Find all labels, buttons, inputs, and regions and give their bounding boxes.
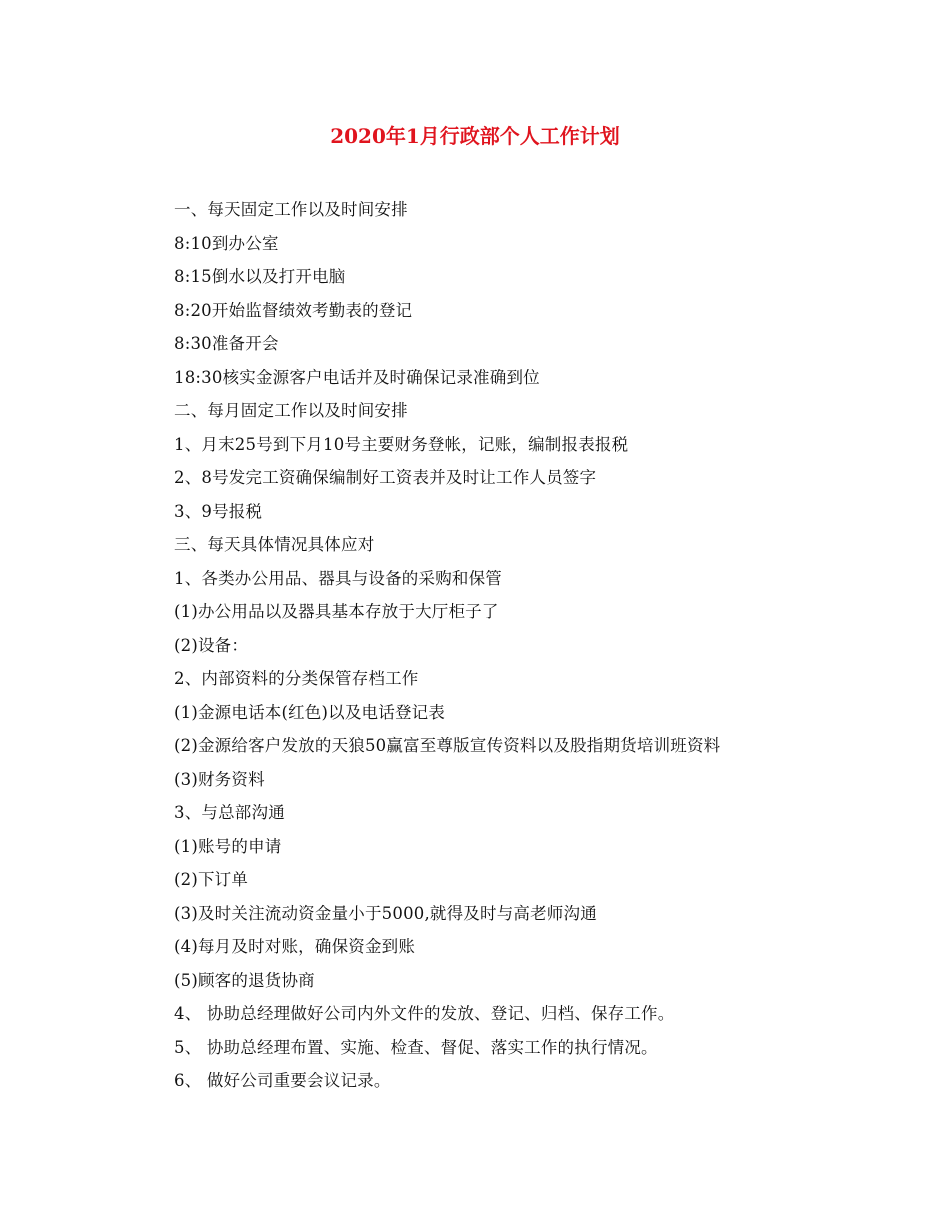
document-body [174,193,894,1098]
document-title: 2020年1月行政部个人工作计划 [330,124,620,148]
body-line: 8:15倒水以及打开电脑 [174,267,346,286]
body-line: 4、 协助总经理做好公司内外文件的发放、登记、归档、保存工作。 [174,1004,675,1023]
body-line: 2、内部资料的分类保管存档工作 [174,669,419,688]
body-line: (3)及时关注流动资金量小于5000,就得及时与高老师沟通 [174,903,597,923]
body-line: (1)金源电话本(红色)以及电话登记表 [174,702,446,722]
body-line: (2)金源给客户发放的天狼50赢富至尊版宣传资料以及股指期货培训班资料 [174,736,721,755]
body-line: 6、 做好公司重要会议记录。 [174,1071,391,1090]
body-line: 二、每月固定工作以及时间安排 [174,401,408,420]
body-line: (5)顾客的退货协商 [174,970,315,990]
body-line: (1)办公用品以及器具基本存放于大厅柜子了 [174,602,499,621]
body-line: 18:30核实金源客户电话并及时确保记录准确到位 [174,367,540,387]
body-line: (2)下订单 [174,870,249,889]
body-line: (4)每月及时对账，确保资金到账 [174,937,416,956]
body-line: 8:20开始监督绩效考勤表的登记 [174,300,413,320]
body-line: 8:10到办公室 [174,233,279,253]
body-line: 3、9号报税 [174,501,263,521]
body-line: 1、各类办公用品、器具与设备的采购和保管 [174,568,502,588]
body-line: (1)账号的申请 [174,836,282,856]
body-line: 5、 协助总经理布置、实施、检查、督促、落实工作的执行情况。 [174,1037,658,1057]
body-line: 1、月末25号到下月10号主要财务登帐，记账，编制报表报税 [174,434,629,454]
body-line: 一、每天固定工作以及时间安排 [174,200,408,219]
body-line: (3)财务资料 [174,769,265,789]
body-line: (2)设备： [174,635,249,655]
body-line: 2、8号发完工资确保编制好工资表并及时让工作人员签字 [174,468,597,487]
body-line: 3、与总部沟通 [174,803,285,822]
body-line: 三、每天具体情况具体应对 [174,535,375,554]
body-line: 8:30准备开会 [174,334,279,353]
